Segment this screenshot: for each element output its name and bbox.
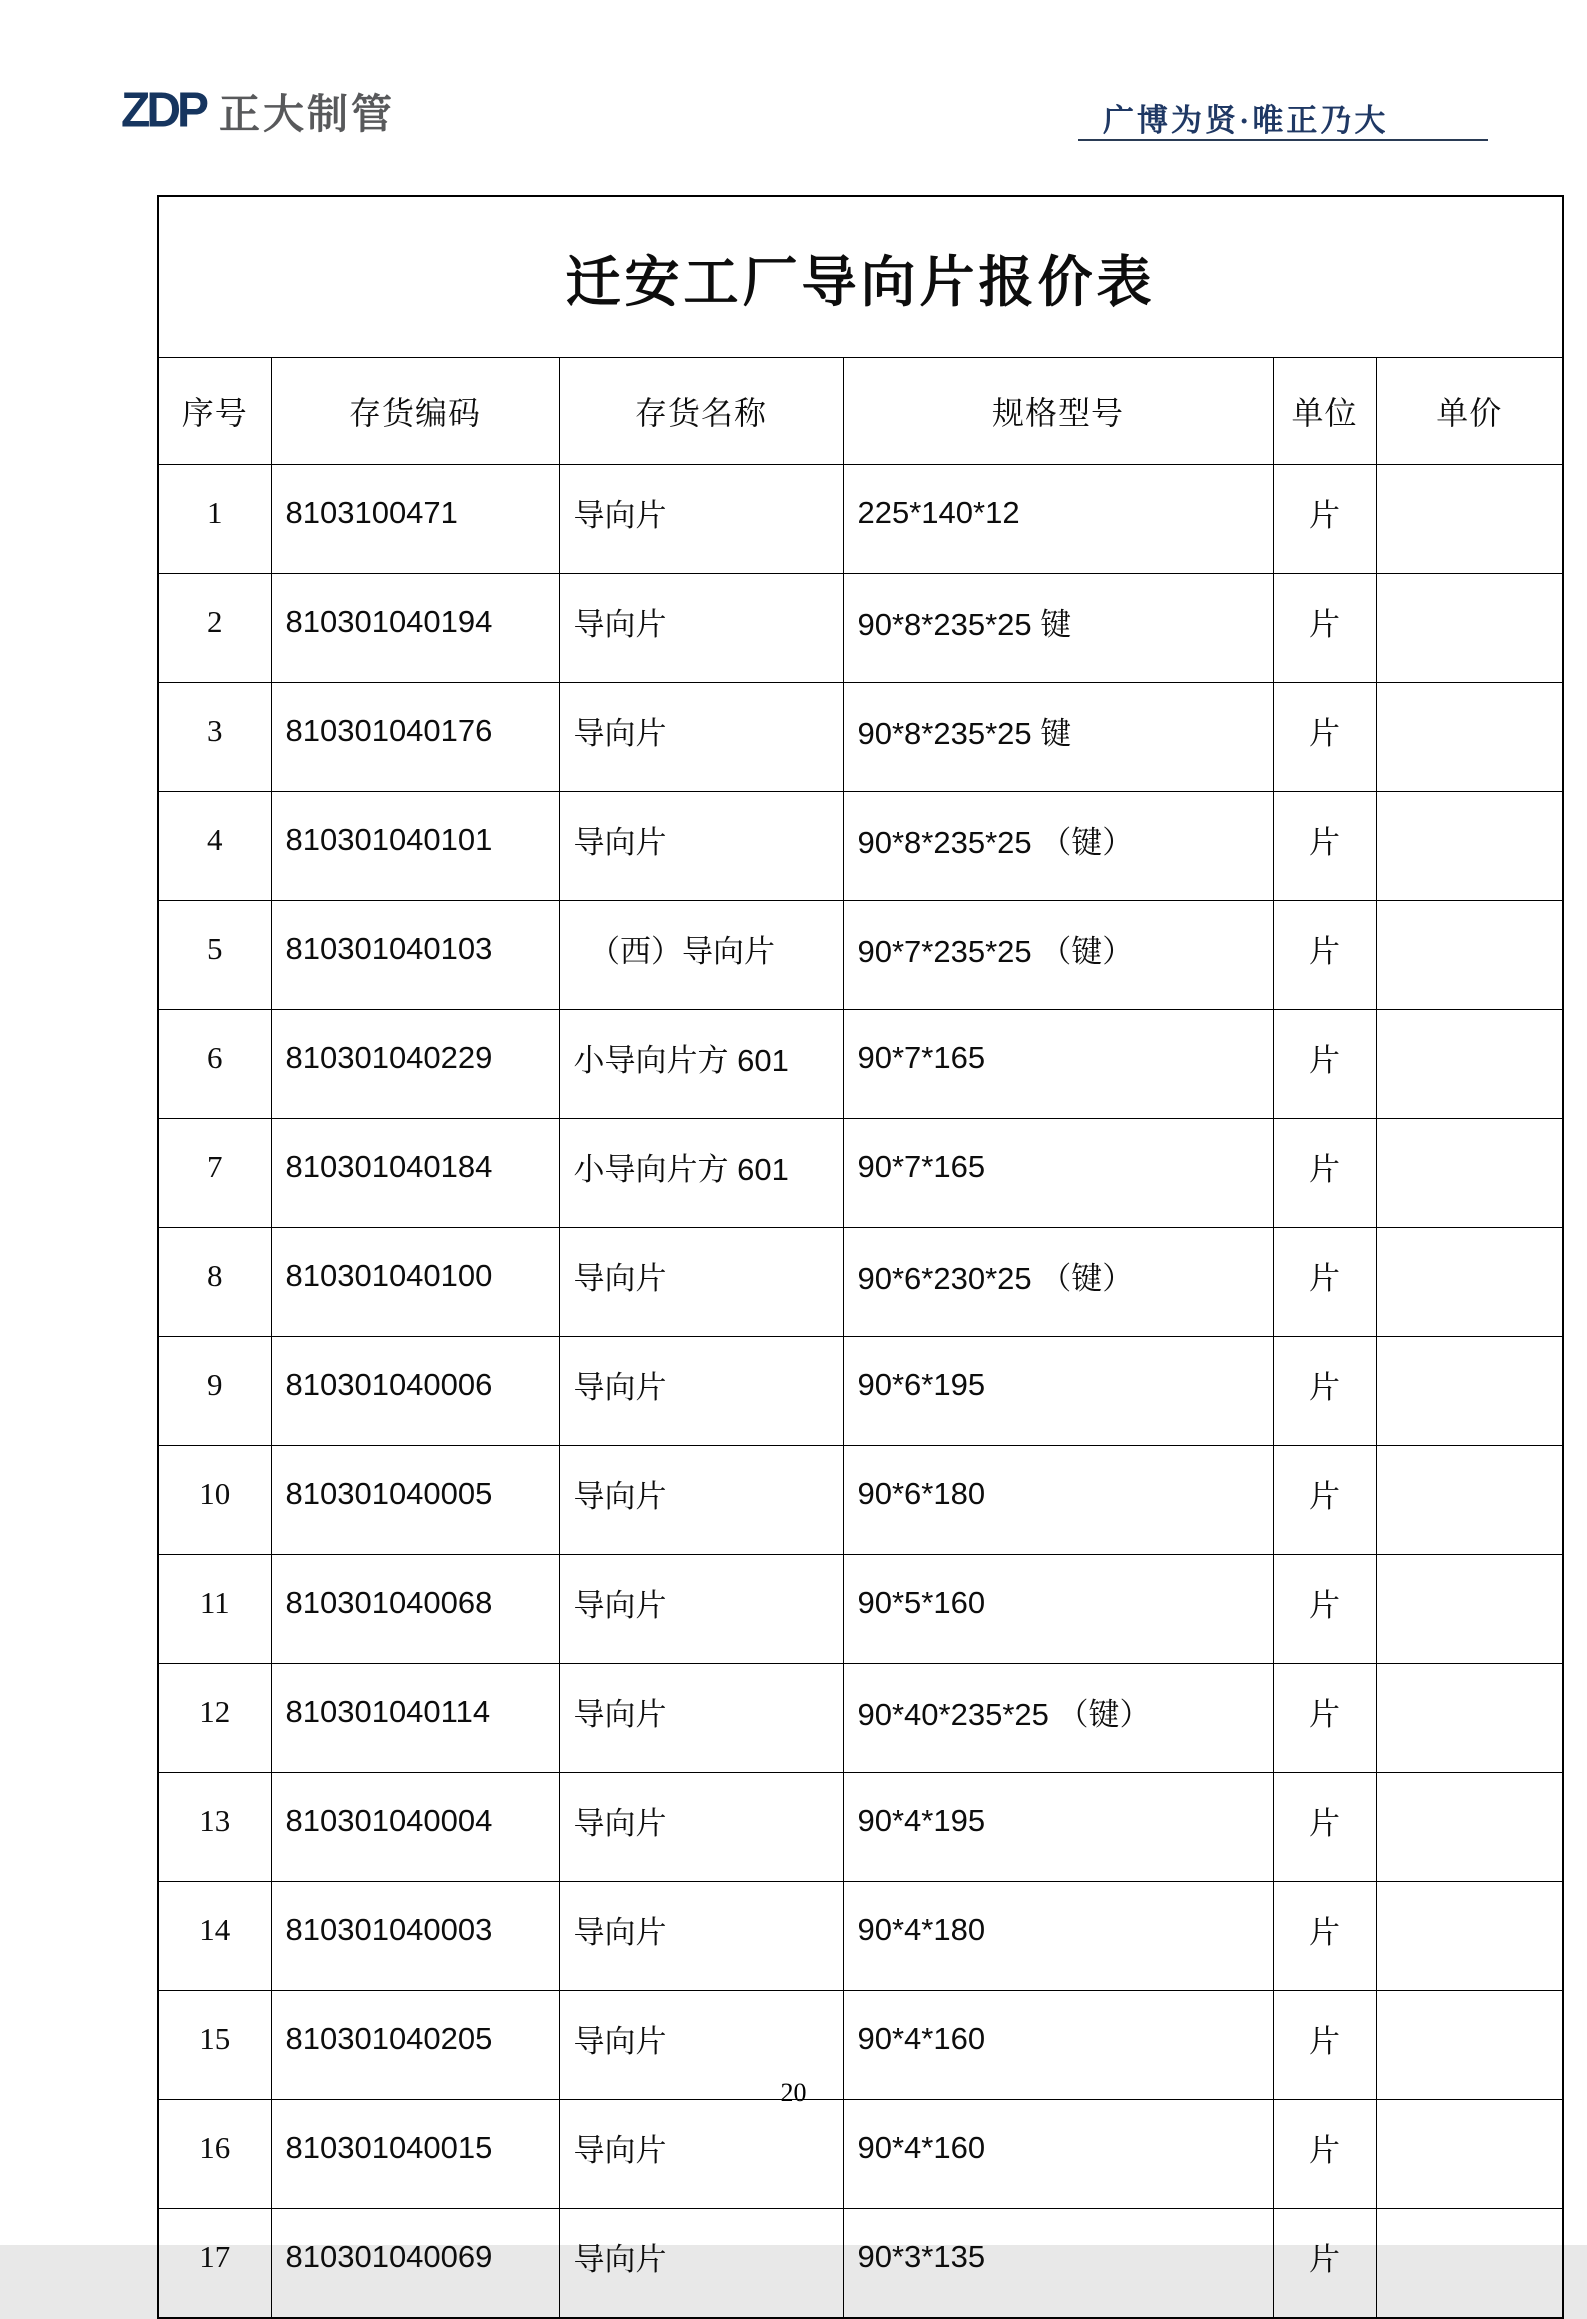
column-header-no: 序号 bbox=[158, 358, 271, 465]
inventory-code-cell: 810301040101 bbox=[271, 792, 559, 901]
inventory-name-cell: 导向片 bbox=[559, 1337, 843, 1446]
spec-model-cell: 90*3*135 bbox=[843, 2209, 1273, 2319]
spec-model-cell: 225*140*12 bbox=[843, 465, 1273, 574]
inventory-name-cell: 小导向片方 601 bbox=[559, 1010, 843, 1119]
table-row bbox=[158, 1773, 1563, 1882]
table-row bbox=[158, 465, 1563, 574]
unit-cell: 片 bbox=[1273, 1555, 1376, 1664]
unit-price-cell bbox=[1376, 1228, 1563, 1337]
unit-cell: 片 bbox=[1273, 1773, 1376, 1882]
column-header-spec: 规格型号 bbox=[843, 358, 1273, 465]
company-slogan: 广博为贤·唯正乃大 bbox=[1103, 103, 1389, 138]
unit-price-cell bbox=[1376, 1773, 1563, 1882]
unit-cell: 片 bbox=[1273, 1882, 1376, 1991]
inventory-code-cell: 810301040184 bbox=[271, 1119, 559, 1228]
unit-price-cell bbox=[1376, 574, 1563, 683]
row-index-cell: 10 bbox=[158, 1446, 271, 1555]
unit-cell: 片 bbox=[1273, 1010, 1376, 1119]
column-header-name: 存货名称 bbox=[559, 358, 843, 465]
page-number: 20 bbox=[780, 2078, 807, 2107]
inventory-code-cell: 810301040229 bbox=[271, 1010, 559, 1119]
unit-cell: 片 bbox=[1273, 1446, 1376, 1555]
inventory-name-cell: 导向片 bbox=[559, 1555, 843, 1664]
row-index-cell: 16 bbox=[158, 2100, 271, 2209]
inventory-code-cell: 810301040006 bbox=[271, 1337, 559, 1446]
unit-price-cell bbox=[1376, 1337, 1563, 1446]
inventory-name-cell: 导向片 bbox=[559, 1446, 843, 1555]
inventory-code-cell: 810301040176 bbox=[271, 683, 559, 792]
row-index-cell: 6 bbox=[158, 1010, 271, 1119]
title-row bbox=[158, 196, 1563, 358]
table-row bbox=[158, 2209, 1563, 2319]
inventory-name-cell: 小导向片方 601 bbox=[559, 1119, 843, 1228]
table-row bbox=[158, 683, 1563, 792]
spec-model-cell: 90*4*195 bbox=[843, 1773, 1273, 1882]
table-body bbox=[158, 196, 1563, 2318]
unit-price-cell bbox=[1376, 901, 1563, 1010]
spec-model-cell: 90*8*235*25 键 bbox=[843, 683, 1273, 792]
inventory-name-cell: 导向片 bbox=[559, 1228, 843, 1337]
unit-price-cell bbox=[1376, 1555, 1563, 1664]
table-row bbox=[158, 574, 1563, 683]
unit-cell: 片 bbox=[1273, 1228, 1376, 1337]
company-name: 正大制管 bbox=[219, 90, 395, 137]
inventory-name-cell: 导向片 bbox=[559, 1991, 843, 2100]
table-row bbox=[158, 1664, 1563, 1773]
row-index-cell: 13 bbox=[158, 1773, 271, 1882]
spec-model-cell: 90*4*160 bbox=[843, 2100, 1273, 2209]
spec-model-cell: 90*5*160 bbox=[843, 1555, 1273, 1664]
table-row bbox=[158, 1555, 1563, 1664]
row-index-cell: 12 bbox=[158, 1664, 271, 1773]
unit-cell: 片 bbox=[1273, 901, 1376, 1010]
spec-model-cell: 90*6*230*25 （键） bbox=[843, 1228, 1273, 1337]
spec-model-cell: 90*8*235*25 键 bbox=[843, 574, 1273, 683]
inventory-code-cell: 810301040015 bbox=[271, 2100, 559, 2209]
spec-model-cell: 90*7*235*25 （键） bbox=[843, 901, 1273, 1010]
unit-cell: 片 bbox=[1273, 465, 1376, 574]
inventory-name-cell: 导向片 bbox=[559, 683, 843, 792]
table-row bbox=[158, 1010, 1563, 1119]
inventory-code-cell: 810301040114 bbox=[271, 1664, 559, 1773]
inventory-code-cell: 810301040004 bbox=[271, 1773, 559, 1882]
unit-price-cell bbox=[1376, 1882, 1563, 1991]
unit-price-cell bbox=[1376, 792, 1563, 901]
inventory-code-cell: 810301040069 bbox=[271, 2209, 559, 2319]
inventory-name-cell: 导向片 bbox=[559, 574, 843, 683]
inventory-code-cell: 810301040068 bbox=[271, 1555, 559, 1664]
spec-model-cell: 90*8*235*25 （键） bbox=[843, 792, 1273, 901]
spec-model-cell: 90*6*195 bbox=[843, 1337, 1273, 1446]
unit-cell: 片 bbox=[1273, 2209, 1376, 2319]
unit-price-cell bbox=[1376, 2100, 1563, 2209]
inventory-code-cell: 810301040100 bbox=[271, 1228, 559, 1337]
inventory-name-cell: 导向片 bbox=[559, 2100, 843, 2209]
row-index-cell: 3 bbox=[158, 683, 271, 792]
inventory-name-cell: 导向片 bbox=[559, 2209, 843, 2319]
unit-cell: 片 bbox=[1273, 1664, 1376, 1773]
spec-model-cell: 90*40*235*25 （键） bbox=[843, 1664, 1273, 1773]
unit-price-cell bbox=[1376, 1119, 1563, 1228]
inventory-code-cell: 810301040194 bbox=[271, 574, 559, 683]
unit-cell: 片 bbox=[1273, 1991, 1376, 2100]
column-header-code: 存货编码 bbox=[271, 358, 559, 465]
table-header-row bbox=[158, 358, 1563, 465]
row-index-cell: 14 bbox=[158, 1882, 271, 1991]
row-index-cell: 15 bbox=[158, 1991, 271, 2100]
row-index-cell: 1 bbox=[158, 465, 271, 574]
spec-model-cell: 90*7*165 bbox=[843, 1119, 1273, 1228]
spec-model-cell: 90*4*160 bbox=[843, 1991, 1273, 2100]
unit-price-cell bbox=[1376, 1010, 1563, 1119]
table-row bbox=[158, 901, 1563, 1010]
inventory-name-cell: 导向片 bbox=[559, 1664, 843, 1773]
unit-cell: 片 bbox=[1273, 792, 1376, 901]
column-header-unit: 单位 bbox=[1273, 358, 1376, 465]
row-index-cell: 8 bbox=[158, 1228, 271, 1337]
inventory-name-cell: 导向片 bbox=[559, 792, 843, 901]
inventory-name-cell: 导向片 bbox=[559, 1882, 843, 1991]
unit-cell: 片 bbox=[1273, 1337, 1376, 1446]
table-row bbox=[158, 1119, 1563, 1228]
spec-model-cell: 90*4*180 bbox=[843, 1882, 1273, 1991]
unit-cell: 片 bbox=[1273, 1119, 1376, 1228]
table-row bbox=[158, 1337, 1563, 1446]
inventory-name-cell: 导向片 bbox=[559, 465, 843, 574]
inventory-name-cell: 导向片 bbox=[559, 1773, 843, 1882]
inventory-code-cell: 810301040205 bbox=[271, 1991, 559, 2100]
row-index-cell: 4 bbox=[158, 792, 271, 901]
unit-price-cell bbox=[1376, 465, 1563, 574]
column-header-price: 单价 bbox=[1376, 358, 1563, 465]
table-row bbox=[158, 1882, 1563, 1991]
unit-cell: 片 bbox=[1273, 2100, 1376, 2209]
unit-price-cell bbox=[1376, 683, 1563, 792]
row-index-cell: 5 bbox=[158, 901, 271, 1010]
row-index-cell: 17 bbox=[158, 2209, 271, 2319]
header-divider bbox=[1078, 139, 1488, 141]
row-index-cell: 2 bbox=[158, 574, 271, 683]
inventory-code-cell: 810301040103 bbox=[271, 901, 559, 1010]
table-row bbox=[158, 792, 1563, 901]
zdp-logo-icon: ZDP bbox=[121, 82, 205, 138]
row-index-cell: 9 bbox=[158, 1337, 271, 1446]
unit-cell: 片 bbox=[1273, 574, 1376, 683]
table-row bbox=[158, 2100, 1563, 2209]
table-row bbox=[158, 1446, 1563, 1555]
inventory-code-cell: 810301040005 bbox=[271, 1446, 559, 1555]
inventory-name-cell: （西）导向片 bbox=[559, 901, 843, 1010]
spec-model-cell: 90*7*165 bbox=[843, 1010, 1273, 1119]
row-index-cell: 7 bbox=[158, 1119, 271, 1228]
unit-cell: 片 bbox=[1273, 683, 1376, 792]
table-row bbox=[158, 1228, 1563, 1337]
unit-price-cell bbox=[1376, 2209, 1563, 2319]
quotation-table bbox=[157, 195, 1564, 2319]
unit-price-cell bbox=[1376, 1664, 1563, 1773]
unit-price-cell bbox=[1376, 1446, 1563, 1555]
page-title: 迁安工厂导向片报价表 bbox=[158, 196, 1563, 358]
inventory-code-cell: 810301040003 bbox=[271, 1882, 559, 1991]
row-index-cell: 11 bbox=[158, 1555, 271, 1664]
company-logo bbox=[121, 84, 395, 136]
spec-model-cell: 90*6*180 bbox=[843, 1446, 1273, 1555]
inventory-code-cell: 8103100471 bbox=[271, 465, 559, 574]
